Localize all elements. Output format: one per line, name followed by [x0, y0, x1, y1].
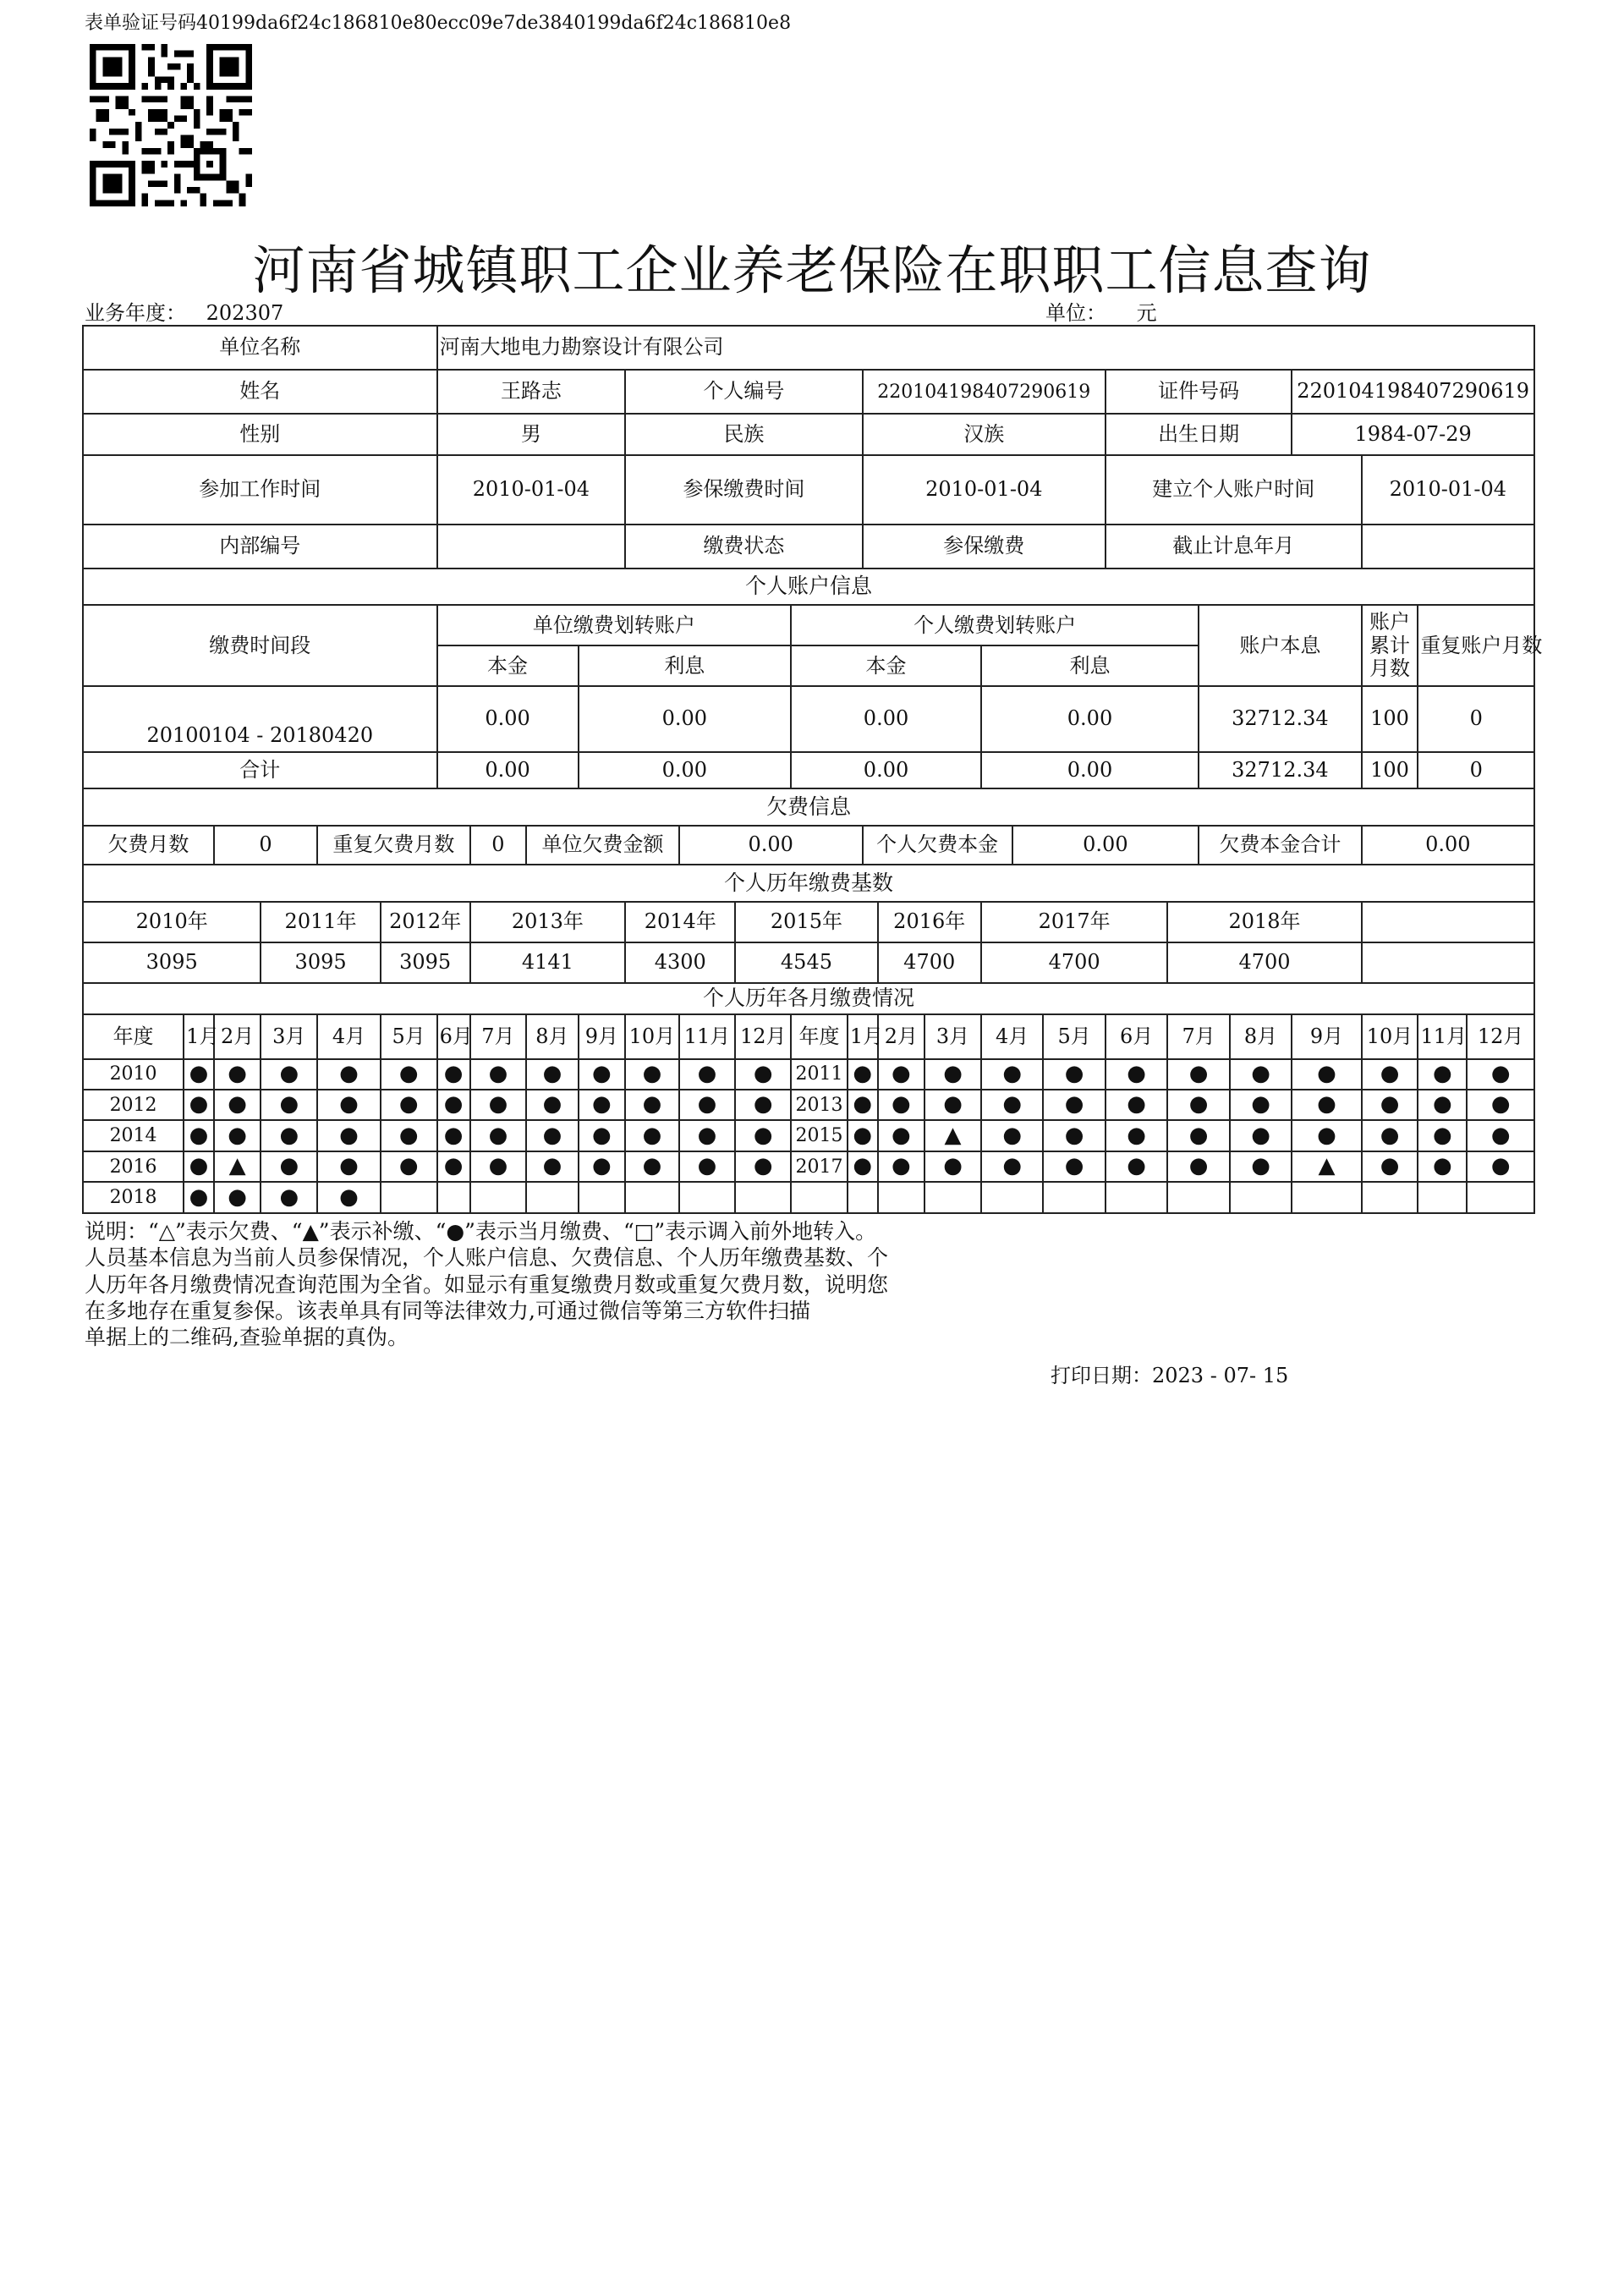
payment-mark: ●	[924, 1151, 981, 1182]
personal-principal-header: 本金	[791, 645, 981, 686]
base-empty	[1362, 942, 1534, 983]
month-header: 4月	[981, 1014, 1043, 1058]
payment-mark: ●	[848, 1090, 878, 1120]
payment-mark: ●	[1167, 1151, 1229, 1182]
business-year-value: 202307	[206, 301, 284, 325]
payment-mark: ●	[878, 1120, 925, 1151]
unit-interest-header: 利息	[579, 645, 792, 686]
payment-mark: ●	[470, 1120, 527, 1151]
arrears-row	[83, 826, 1534, 865]
payment-mark: ●	[1467, 1151, 1534, 1182]
verification-code-line	[85, 8, 791, 35]
insured-start-value: 2010-01-04	[863, 455, 1106, 524]
print-date-row	[1051, 1359, 1288, 1388]
currency-unit-row	[1045, 296, 1157, 326]
base-year: 2010年	[83, 902, 261, 942]
base-empty	[1362, 902, 1534, 942]
monthly-year: 2016	[83, 1151, 184, 1182]
arrears-section-title: 欠费信息	[83, 788, 1534, 826]
payment-mark: ●	[1362, 1059, 1418, 1090]
payment-mark	[679, 1182, 736, 1213]
payment-mark	[735, 1182, 791, 1213]
base-year: 2018年	[1167, 902, 1361, 942]
month-header: 7月	[470, 1014, 527, 1058]
payment-mark: ●	[1167, 1090, 1229, 1120]
payment-mark	[579, 1182, 626, 1213]
monthly-year: 2013	[791, 1090, 848, 1120]
id-no-label: 证件号码	[1106, 370, 1292, 414]
note-line: 人历年各月缴费情况查询范围为全省。如显示有重复缴费月数或重复欠费月数，说明您	[85, 1272, 889, 1297]
payment-mark: ●	[981, 1120, 1043, 1151]
monthly-year	[791, 1182, 848, 1213]
page-title: 河南省城镇职工企业养老保险在职职工信息查询	[252, 239, 1372, 301]
payment-mark: ●	[1362, 1090, 1418, 1120]
monthly-year: 2017	[791, 1151, 848, 1182]
monthly-row	[83, 1090, 1534, 1120]
arrears-dup-months-label: 重复欠费月数	[317, 826, 469, 865]
payment-mark: ●	[679, 1151, 736, 1182]
currency-unit-label: 单位：	[1045, 301, 1106, 325]
payment-mark: ●	[1292, 1120, 1361, 1151]
payment-mark: ●	[261, 1059, 317, 1090]
payment-mark: ●	[317, 1151, 381, 1182]
payment-mark	[1106, 1182, 1167, 1213]
payment-mark: ●	[625, 1120, 678, 1151]
base-value: 3095	[261, 942, 380, 983]
unit-name-label: 单位名称	[83, 326, 437, 370]
birth-value: 1984-07-29	[1292, 414, 1534, 455]
base-year: 2017年	[981, 902, 1167, 942]
arrears-months-label: 欠费月数	[83, 826, 214, 865]
note-line: 单据上的二维码,查验单据的真伪。	[85, 1325, 409, 1349]
payment-mark: ●	[579, 1059, 626, 1090]
arrears-months-value: 0	[214, 826, 317, 865]
month-header: 3月	[924, 1014, 981, 1058]
insurance-info-table	[82, 325, 1543, 1214]
account-start-value: 2010-01-04	[1362, 455, 1534, 524]
payment-mark: ●	[381, 1120, 437, 1151]
month-header: 9月	[1292, 1014, 1361, 1058]
gender-label: 性别	[83, 414, 437, 455]
payment-mark: ●	[625, 1090, 678, 1120]
payment-mark	[1167, 1182, 1229, 1213]
payment-mark: ●	[526, 1090, 578, 1120]
period-value: 20100104 - 20180420	[83, 686, 437, 751]
month-header: 5月	[1043, 1014, 1105, 1058]
personal-no-value: 220104198407290619	[863, 370, 1106, 414]
pay-status-value: 参保缴费	[863, 525, 1106, 569]
month-header: 10月	[625, 1014, 678, 1058]
payment-mark: ●	[1362, 1151, 1418, 1182]
total-account-months: 100	[1362, 752, 1418, 789]
payment-mark: ●	[437, 1151, 470, 1182]
payment-mark: ●	[848, 1120, 878, 1151]
ethnic-label: 民族	[625, 414, 863, 455]
base-year: 2012年	[381, 902, 470, 942]
payment-mark: ●	[261, 1120, 317, 1151]
payment-mark: ●	[214, 1120, 261, 1151]
payment-mark: ●	[735, 1151, 791, 1182]
name-row	[83, 370, 1534, 414]
account-months-header: 账户累计月数	[1362, 605, 1418, 686]
payment-mark: ●	[261, 1090, 317, 1120]
payment-mark: ●	[1230, 1090, 1292, 1120]
payment-mark: ●	[1043, 1090, 1105, 1120]
payment-mark: ●	[1106, 1090, 1167, 1120]
month-header: 12月	[1467, 1014, 1534, 1058]
payment-mark	[1230, 1182, 1292, 1213]
unit-interest-value: 0.00	[579, 686, 792, 751]
insured-start-label: 参保缴费时间	[625, 455, 863, 524]
print-date-label: 打印日期：	[1051, 1364, 1152, 1387]
business-year-row	[85, 296, 283, 326]
payment-mark: ●	[848, 1151, 878, 1182]
total-personal-principal: 0.00	[791, 752, 981, 789]
print-date-value: 2023 - 07- 15	[1152, 1364, 1289, 1387]
payment-mark: ●	[981, 1151, 1043, 1182]
payment-mark: ●	[1467, 1059, 1534, 1090]
payment-mark: ●	[437, 1059, 470, 1090]
payment-mark: ●	[381, 1151, 437, 1182]
status-row	[83, 525, 1534, 569]
monthly-year-header: 年度	[791, 1014, 848, 1058]
payment-mark: ●	[381, 1059, 437, 1090]
internal-no-label: 内部编号	[83, 525, 437, 569]
month-header: 12月	[735, 1014, 791, 1058]
base-value-row	[83, 942, 1534, 983]
month-header: 1月	[184, 1014, 214, 1058]
unit-arrears-value: 0.00	[679, 826, 863, 865]
base-section-title: 个人历年缴费基数	[83, 865, 1534, 902]
month-header: 2月	[214, 1014, 261, 1058]
month-header: 7月	[1167, 1014, 1229, 1058]
personal-arrears-label: 个人欠费本金	[863, 826, 1012, 865]
base-value: 3095	[381, 942, 470, 983]
balance-header: 账户本息	[1199, 605, 1362, 686]
birth-label: 出生日期	[1106, 414, 1292, 455]
monthly-header-row	[83, 1014, 1534, 1058]
period-header: 缴费时间段	[83, 605, 437, 686]
payment-mark: ●	[470, 1059, 527, 1090]
account-section-row	[83, 569, 1534, 606]
payment-mark	[1467, 1182, 1534, 1213]
payment-mark: ●	[1043, 1151, 1105, 1182]
payment-mark: ●	[1106, 1151, 1167, 1182]
balance-value: 32712.34	[1199, 686, 1362, 751]
business-year-label: 业务年度：	[85, 301, 186, 325]
payment-mark: ●	[924, 1090, 981, 1120]
payment-mark: ●	[1167, 1059, 1229, 1090]
payment-mark	[526, 1182, 578, 1213]
monthly-year: 2012	[83, 1090, 184, 1120]
payment-mark	[1292, 1182, 1361, 1213]
month-header: 1月	[848, 1014, 878, 1058]
personal-interest-header: 利息	[981, 645, 1199, 686]
base-value: 4700	[981, 942, 1167, 983]
total-dup-months: 0	[1418, 752, 1534, 789]
payment-mark: ●	[981, 1090, 1043, 1120]
month-header: 11月	[679, 1014, 736, 1058]
payment-mark: ●	[317, 1182, 381, 1213]
monthly-year: 2015	[791, 1120, 848, 1151]
month-header: 3月	[261, 1014, 317, 1058]
payment-mark: ●	[878, 1151, 925, 1182]
total-unit-interest: 0.00	[579, 752, 792, 789]
payment-mark: ●	[317, 1120, 381, 1151]
month-header: 11月	[1418, 1014, 1467, 1058]
payment-mark: ●	[679, 1059, 736, 1090]
monthly-row	[83, 1151, 1534, 1182]
dup-months-value: 0	[1418, 686, 1534, 751]
unit-principal-value: 0.00	[437, 686, 579, 751]
payment-mark	[381, 1182, 437, 1213]
month-header: 2月	[878, 1014, 925, 1058]
payment-mark: ●	[184, 1120, 214, 1151]
payment-mark: ●	[1106, 1059, 1167, 1090]
payment-mark: ●	[437, 1090, 470, 1120]
monthly-row	[83, 1120, 1534, 1151]
payment-mark: ●	[1418, 1090, 1467, 1120]
cutoff-value	[1362, 525, 1534, 569]
month-header: 10月	[1362, 1014, 1418, 1058]
personal-arrears-value: 0.00	[1012, 826, 1199, 865]
monthly-year: 2010	[83, 1059, 184, 1090]
payment-mark: ●	[381, 1090, 437, 1120]
payment-mark: ●	[261, 1182, 317, 1213]
month-header: 6月	[437, 1014, 470, 1058]
personal-no-label: 个人编号	[625, 370, 863, 414]
arrears-total-value: 0.00	[1362, 826, 1534, 865]
account-data-row	[83, 686, 1534, 751]
personal-principal-value: 0.00	[791, 686, 981, 751]
arrears-dup-months-value: 0	[470, 826, 527, 865]
monthly-row	[83, 1059, 1534, 1090]
payment-mark: ●	[184, 1182, 214, 1213]
month-header: 8月	[1230, 1014, 1292, 1058]
payment-mark: ●	[981, 1059, 1043, 1090]
base-value: 4700	[878, 942, 981, 983]
work-start-value: 2010-01-04	[437, 455, 626, 524]
payment-mark	[1362, 1182, 1418, 1213]
payment-mark	[1418, 1182, 1467, 1213]
payment-mark: ●	[1292, 1090, 1361, 1120]
payment-mark: ●	[679, 1120, 736, 1151]
payment-mark: ▲	[214, 1151, 261, 1182]
month-header: 6月	[1106, 1014, 1167, 1058]
base-section-row	[83, 865, 1534, 902]
account-header-row-1	[83, 605, 1534, 645]
payment-mark: ●	[878, 1090, 925, 1120]
name-value: 王路志	[437, 370, 626, 414]
payment-mark: ●	[878, 1059, 925, 1090]
note-line: 说明：“△”表示欠费、“▲”表示补缴、“●”表示当月缴费、“□”表示调入前外地转入。	[85, 1219, 877, 1244]
payment-mark: ●	[924, 1059, 981, 1090]
payment-mark: ●	[526, 1120, 578, 1151]
internal-no-value	[437, 525, 626, 569]
payment-mark	[470, 1182, 527, 1213]
base-value: 4700	[1167, 942, 1361, 983]
work-start-label: 参加工作时间	[83, 455, 437, 524]
payment-mark	[1043, 1182, 1105, 1213]
payment-mark	[437, 1182, 470, 1213]
total-balance: 32712.34	[1199, 752, 1362, 789]
base-value: 4141	[470, 942, 626, 983]
monthly-year: 2014	[83, 1120, 184, 1151]
unit-transfer-header: 单位缴费划转账户	[437, 605, 792, 645]
month-header: 5月	[381, 1014, 437, 1058]
payment-mark: ●	[184, 1059, 214, 1090]
monthly-section-title: 个人历年各月缴费情况	[83, 983, 1534, 1015]
payment-mark	[924, 1182, 981, 1213]
total-unit-principal: 0.00	[437, 752, 579, 789]
payment-mark: ●	[1467, 1120, 1534, 1151]
id-no-value: 220104198407290619	[1292, 370, 1534, 414]
payment-mark: ●	[184, 1090, 214, 1120]
payment-mark	[878, 1182, 925, 1213]
monthly-row	[83, 1182, 1534, 1213]
unit-arrears-label: 单位欠费金额	[526, 826, 678, 865]
verification-code-label: 表单验证号码	[85, 13, 197, 34]
base-year: 2014年	[625, 902, 735, 942]
monthly-grid	[83, 1059, 1534, 1213]
payment-mark: ●	[184, 1151, 214, 1182]
payment-mark: ●	[735, 1059, 791, 1090]
payment-mark: ●	[1418, 1120, 1467, 1151]
monthly-section-row	[83, 983, 1534, 1015]
payment-mark: ●	[1467, 1090, 1534, 1120]
payment-mark: ▲	[1292, 1151, 1361, 1182]
notes-block	[85, 1218, 1049, 1350]
dates-row	[83, 455, 1534, 524]
payment-mark: ●	[1230, 1151, 1292, 1182]
account-start-label: 建立个人账户时间	[1106, 455, 1362, 524]
payment-mark: ●	[1230, 1120, 1292, 1151]
payment-mark: ●	[317, 1059, 381, 1090]
payment-mark: ●	[526, 1059, 578, 1090]
personal-transfer-header: 个人缴费划转账户	[791, 605, 1199, 645]
payment-mark: ●	[579, 1090, 626, 1120]
payment-mark: ●	[261, 1151, 317, 1182]
account-section-title: 个人账户信息	[83, 569, 1534, 606]
payment-mark: ●	[1418, 1151, 1467, 1182]
base-value: 4545	[735, 942, 877, 983]
payment-mark: ●	[1167, 1120, 1229, 1151]
account-total-row	[83, 752, 1534, 789]
payment-mark: ●	[625, 1151, 678, 1182]
qr-code-icon[interactable]	[90, 44, 252, 206]
base-year: 2016年	[878, 902, 981, 942]
personal-interest-value: 0.00	[981, 686, 1199, 751]
payment-mark	[625, 1182, 678, 1213]
payment-mark: ●	[1418, 1059, 1467, 1090]
payment-mark: ●	[1043, 1120, 1105, 1151]
note-line: 在多地存在重复参保。该表单具有同等法律效力,可通过微信等第三方软件扫描	[85, 1298, 810, 1323]
ethnic-value: 汉族	[863, 414, 1106, 455]
payment-mark: ●	[735, 1120, 791, 1151]
total-personal-interest: 0.00	[981, 752, 1199, 789]
payment-mark: ●	[735, 1090, 791, 1120]
payment-mark: ●	[579, 1120, 626, 1151]
arrears-section-row	[83, 788, 1534, 826]
arrears-total-label: 欠费本金合计	[1199, 826, 1362, 865]
base-year-row	[83, 902, 1534, 942]
pay-status-label: 缴费状态	[625, 525, 863, 569]
payment-mark: ●	[1362, 1120, 1418, 1151]
payment-mark: ●	[679, 1090, 736, 1120]
payment-mark	[981, 1182, 1043, 1213]
payment-mark: ●	[214, 1182, 261, 1213]
payment-mark	[848, 1182, 878, 1213]
base-year: 2011年	[261, 902, 380, 942]
payment-mark: ●	[214, 1059, 261, 1090]
month-header: 9月	[579, 1014, 626, 1058]
payment-mark: ●	[526, 1151, 578, 1182]
monthly-year: 2018	[83, 1182, 184, 1213]
verification-code: 40199da6f24c186810e80ecc09e7de3840199da6f24c186810e8	[196, 13, 792, 34]
unit-name-value: 河南大地电力勘察设计有限公司	[437, 326, 1534, 370]
name-label: 姓名	[83, 370, 437, 414]
payment-mark: ●	[317, 1090, 381, 1120]
base-value: 4300	[625, 942, 735, 983]
payment-mark: ▲	[924, 1120, 981, 1151]
payment-mark: ●	[470, 1151, 527, 1182]
payment-mark: ●	[1106, 1120, 1167, 1151]
base-value: 3095	[83, 942, 261, 983]
dup-months-header: 重复账户月数	[1418, 605, 1534, 686]
payment-mark: ●	[214, 1090, 261, 1120]
monthly-year: 2011	[791, 1059, 848, 1090]
account-months-value: 100	[1362, 686, 1418, 751]
currency-unit-value: 元	[1136, 301, 1157, 325]
payment-mark: ●	[437, 1120, 470, 1151]
total-label: 合计	[83, 752, 437, 789]
payment-mark: ●	[470, 1090, 527, 1120]
month-header: 4月	[317, 1014, 381, 1058]
payment-mark: ●	[625, 1059, 678, 1090]
note-line: 人员基本信息为当前人员参保情况，个人账户信息、欠费信息、个人历年缴费基数、个	[85, 1245, 889, 1271]
unit-name-row	[83, 326, 1534, 370]
base-year: 2013年	[470, 902, 626, 942]
payment-mark: ●	[1292, 1059, 1361, 1090]
gender-value: 男	[437, 414, 626, 455]
payment-mark: ●	[1043, 1059, 1105, 1090]
month-header: 8月	[526, 1014, 578, 1058]
cutoff-label: 截止计息年月	[1106, 525, 1362, 569]
base-year: 2015年	[735, 902, 877, 942]
payment-mark: ●	[579, 1151, 626, 1182]
payment-mark: ●	[1230, 1059, 1292, 1090]
gender-row	[83, 414, 1534, 455]
unit-principal-header: 本金	[437, 645, 579, 686]
payment-mark: ●	[848, 1059, 878, 1090]
monthly-year-header: 年度	[83, 1014, 184, 1058]
